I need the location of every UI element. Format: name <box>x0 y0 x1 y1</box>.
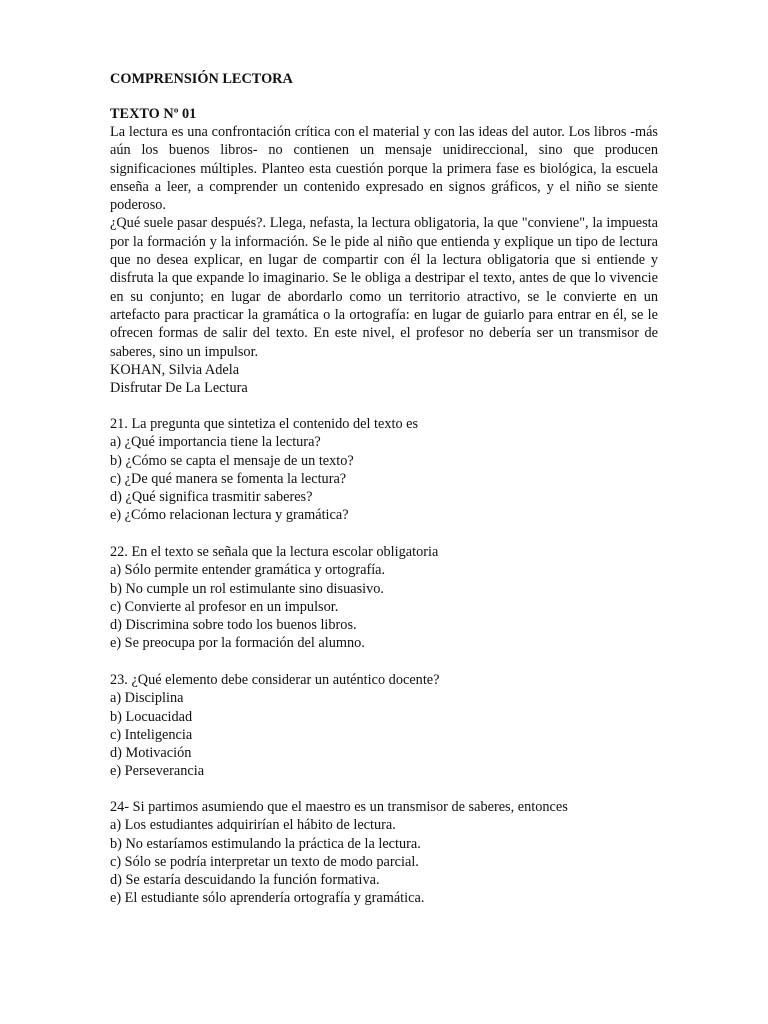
option-c: c) Sólo se podría interpretar un texto de modo parcial. <box>110 853 419 870</box>
option-d: d) ¿Qué significa trasmitir saberes? <box>110 489 313 506</box>
option-e: e) Se preocupa por la formación del alumno. <box>110 635 365 652</box>
option-list <box>110 561 658 652</box>
option-d: d) Motivación <box>110 745 192 762</box>
option-b: b) Locuacidad <box>110 708 193 725</box>
option-c: c) Convierte al profesor en un impulsor. <box>110 598 339 615</box>
option-a: a) Los estudiantes adquirirían el hábito de lectura. <box>110 817 396 834</box>
question-text: 22. En el texto se señala que la lectura escolar obligatoria <box>110 544 439 560</box>
option-list <box>110 816 658 907</box>
option-b: b) ¿Cómo se capta el mensaje de un texto? <box>110 452 354 469</box>
question-24 <box>110 798 658 908</box>
question-text: 24- Si partimos asumiendo que el maestro es un transmisor de saberes, entonces <box>110 799 568 815</box>
question-22 <box>110 543 658 653</box>
option-list <box>110 689 658 780</box>
option-b: b) No cumple un rol estimulante sino disuasivo. <box>110 580 384 597</box>
question-text: 21. La pregunta que sintetiza el contenido del texto es <box>110 416 419 432</box>
passage-source: Disfrutar De La Lectura <box>110 380 248 397</box>
question-21 <box>110 415 658 525</box>
option-d: d) Discrimina sobre todo los buenos libros. <box>110 617 357 634</box>
option-e: e) El estudiante sólo aprendería ortografía y gramática. <box>110 890 425 907</box>
option-a: a) Sólo permite entender gramática y ortografía. <box>110 562 386 579</box>
reading-passage <box>110 123 658 397</box>
option-a: a) Disciplina <box>110 690 184 707</box>
passage-paragraph-2: ¿Qué suele pasar después?. Llega, nefasta, la lectura obligatoria, la que "conviene", la impuesta por la formación y la información. Se le pide al niño que entienda y explique un tipo de lectura que no desea explicar, en lugar de compartir con él la lectura obligatoria que si entiende y disfruta la que expande lo imaginario. Se le obliga a destripar el texto, antes de que lo vivencie en su conjunto; en lugar de abordarlo como un territorio atractivo, se le convierte en un artefacto para practicar la gramática o la ortografía: en lugar de guiarlo para entrar en él, se le ofrecen formas de salir del texto. En este nivel, el profesor no debería ser un transmisor de saberes, sino un impulsor. <box>110 215 658 360</box>
option-list <box>110 433 658 524</box>
option-c: c) ¿De qué manera se fomenta la lectura? <box>110 470 347 487</box>
option-e: e) Perseverancia <box>110 763 205 780</box>
option-b: b) No estaríamos estimulando la práctica de la lectura. <box>110 835 421 852</box>
passage-author: KOHAN, Silvia Adela <box>110 361 240 378</box>
passage-paragraph-1: La lectura es una confrontación crítica con el material y con las ideas del autor. Los libros -más aún los buenos libros- no contienen un mensaje unidireccional, sino que producen significaciones múltiples. Planteo esta cuestión porque la primera fase es biológica, la escuela enseña a leer, a comprender un contenido expresado en signos gráficos, y el niño se siente poderoso. <box>110 124 658 214</box>
document-title: COMPRENSIÓN LECTORA <box>110 71 293 87</box>
text-heading: TEXTO Nº 01 <box>110 106 197 122</box>
question-text: 23. ¿Qué elemento debe considerar un auténtico docente? <box>110 672 440 688</box>
question-23 <box>110 671 658 781</box>
option-a: a) ¿Qué importancia tiene la lectura? <box>110 434 321 451</box>
option-c: c) Inteligencia <box>110 726 193 743</box>
option-d: d) Se estaría descuidando la función formativa. <box>110 872 380 889</box>
option-e: e) ¿Cómo relacionan lectura y gramática? <box>110 507 349 524</box>
